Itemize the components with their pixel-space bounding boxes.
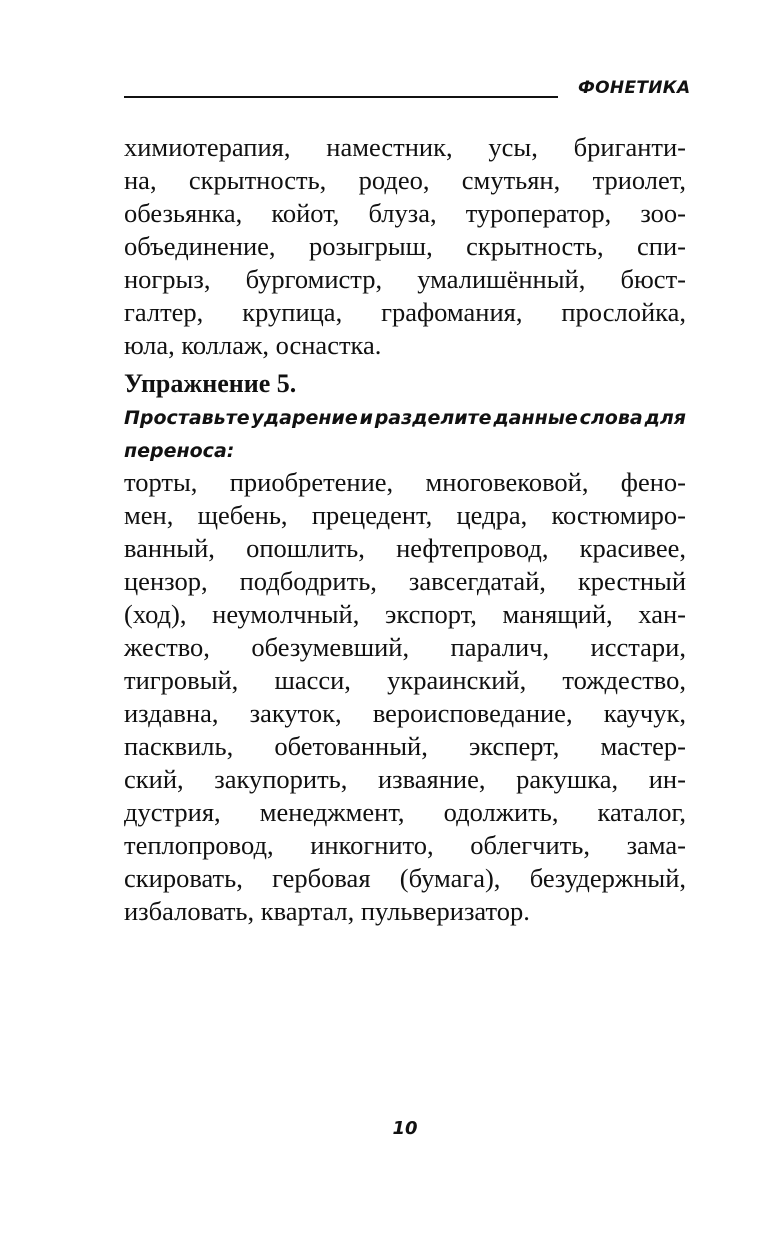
header-rule	[124, 96, 558, 98]
task-line: переноса:	[124, 440, 235, 462]
text-line: издавна, закуток, вероисповедание, каучук,	[124, 698, 686, 728]
text-line: ногрыз, бургомистр, умалишённый, бюст-	[124, 264, 686, 294]
text-line: объединение, розыгрыш, скрытность, спи-	[124, 231, 686, 261]
text-line: избаловать, квартал, пульверизатор.	[124, 896, 530, 926]
text-line: ский, закупорить, изваяние, ракушка, ин-	[124, 764, 686, 794]
text-line: скировать, гербовая (бумага), безудержный,	[124, 863, 686, 893]
text-line: тигровый, шасси, украинский, тождество,	[124, 665, 686, 695]
exercise-task	[124, 402, 686, 468]
text-line: торты, приобретение, многовековой, фено-	[124, 467, 686, 497]
word-list-paragraph	[124, 131, 686, 362]
text-line: юла, коллаж, оснастка.	[124, 330, 382, 360]
text-line: на, скрытность, родео, смутьян, триолет,	[124, 165, 686, 195]
text-line: цензор, подбодрить, завсегдатай, крестный	[124, 566, 686, 596]
text-line: ванный, опошлить, нефтепровод, красивее,	[124, 533, 686, 563]
exercise-word-list	[124, 466, 686, 928]
running-head: ФОНЕТИКА	[578, 78, 691, 98]
page-number: 10	[392, 1118, 418, 1139]
text-line: химиотерапия, наместник, усы, бриганти-	[124, 132, 686, 162]
text-line: обезьянка, койот, блуза, туроператор, зоо-	[124, 198, 686, 228]
text-line: пасквиль, обетованный, эксперт, мастер-	[124, 731, 686, 761]
text-line: жество, обезумевший, паралич, исстари,	[124, 632, 686, 662]
text-line: дустрия, менеджмент, одолжить, каталог,	[124, 797, 686, 827]
text-line: мен, щебень, прецедент, цедра, костюмиро-	[124, 500, 686, 530]
task-line: Проставьте ударение и разделите данные слова для	[124, 407, 686, 429]
text-line: галтер, крупица, графомания, прослойка,	[124, 297, 686, 327]
exercise-title: Упражнение 5.	[124, 369, 297, 398]
text-line: теплопровод, инкогнито, облегчить, зама-	[124, 830, 686, 860]
text-line: (ход), неумолчный, экспорт, манящий, хан-	[124, 599, 686, 629]
